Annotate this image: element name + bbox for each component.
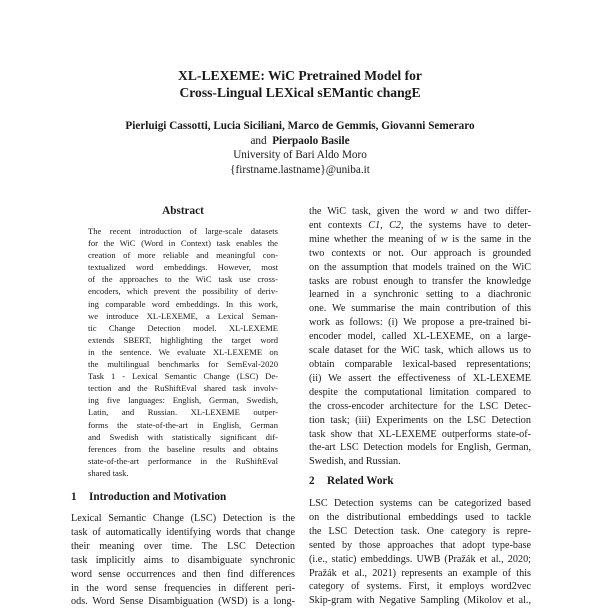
abstract-line: of the approaches to the WiC task use cross-: [88, 274, 278, 285]
text-run: is the same in the: [447, 233, 531, 245]
section-1-line: task of automatically identifying words that change: [71, 526, 295, 538]
abstract-line: ing five languages: English, German, Swedish,: [88, 395, 278, 406]
abstract-line: state-of-the-art performance in the RuShiftEval: [88, 455, 278, 466]
abstract-line: and Swedish with statistically significant dif-: [88, 431, 278, 442]
abstract-line: tic Change Detection model. XL-LEXEME: [88, 322, 278, 333]
section-1-title: Introduction and Motivation: [89, 491, 227, 503]
abstract-line: Latin, and Russian. XL-LEXEME outper-: [88, 407, 278, 418]
abstract-line: Task 1 - Lexical Semantic Change (LSC) De-: [88, 371, 278, 382]
author-email: {firstname.lastname}@uniba.it: [230, 163, 370, 176]
right-column-line: scale dataset for the WiC task, which allows us to: [309, 345, 531, 357]
right-column-line: one. We summarise the main contribution of this: [309, 303, 531, 315]
author-names-last: [0, 134, 600, 149]
abstract-line: creation of more reliable and meaningful con-: [88, 250, 278, 261]
section-1-line: word sense occurrences and then find differences: [71, 568, 295, 580]
abstract-line: textualized word embeddings. However, most: [88, 262, 278, 273]
right-column-body: [309, 205, 531, 469]
right-column-line: on the assumption that models trained on the WiC: [309, 261, 531, 273]
abstract-line: in the sentence. We evaluate XL-LEXEME on: [88, 346, 278, 357]
right-column-line: two contexts or not. Our approach is grounded: [309, 247, 531, 259]
abstract-line: the multilingual benchmarks for SemEval-2020: [88, 359, 278, 370]
right-column-line: learned in a synchronic setting to a diachronic: [309, 289, 531, 301]
right-line-2: [309, 219, 531, 233]
abstract-line: forms the state-of-the-art in English, German: [88, 419, 278, 430]
text-run: and two differ-: [457, 206, 531, 217]
section-2-title: Related Work: [327, 475, 394, 487]
section-1-line: ods. Word Sense Disambiguation (WSD) is a long-: [71, 596, 295, 608]
section-1-line: their meaning over time. The LSC Detection: [71, 540, 295, 552]
section-1-heading: [71, 490, 226, 504]
title-line-2: Cross-Lingual LEXical sEMantic changE: [179, 85, 421, 100]
right-line-3: [309, 233, 531, 247]
right-column-line: tion task; (iii) Experiments on the LSC Detection: [309, 414, 531, 426]
right-column-line: the-art LSC Detection models for English, German,: [309, 442, 531, 454]
math-c2: C2: [389, 219, 401, 231]
right-column-line: (ii) We assert the effectiveness of XL-LEXEME: [309, 372, 531, 384]
right-column-line: encoder model, called XL-LEXEME, on a large-: [309, 331, 531, 343]
section-2-number: 2: [309, 475, 315, 487]
right-column-line: tasks are robust enough to transfer the knowledge: [309, 275, 531, 287]
math-w: w: [450, 206, 458, 217]
section-2-heading: [309, 474, 394, 488]
abstract-line: tection and the RuShiftEval shared task involv-: [88, 383, 278, 394]
section-2-line: Pražák et al., 2021) represents an example of this: [309, 567, 531, 579]
section-1-body: [71, 512, 295, 609]
math-w: w: [440, 233, 448, 245]
right-line-1: [309, 205, 531, 219]
text-run: , the systems have to deter-: [400, 219, 531, 231]
abstract-line: encoders, which prevent the possibility of deriv-: [88, 286, 278, 297]
abstract-text: [88, 225, 278, 479]
last-author: Pierpaolo Basile: [272, 134, 350, 147]
text-run: ent contexts: [309, 219, 369, 231]
section-2-body: [309, 497, 531, 608]
abstract-heading: Abstract: [162, 205, 204, 217]
section-2-line: (i.e., static) embeddings. UWB (Pražák et al., 2020;: [309, 553, 531, 565]
text-run: ,: [380, 219, 390, 231]
right-column-line: task show that XL-LEXEME outperforms state-of-: [309, 428, 531, 440]
author-block: [0, 119, 600, 177]
and-word: and: [250, 134, 267, 147]
title-line-1: XL-LEXEME: WiC Pretrained Model for: [178, 68, 422, 83]
right-column-line: Swedish, and Russian.: [309, 456, 401, 468]
author-names: Pierluigi Cassotti, Lucia Siciliani, Marco de Gemmis, Giovanni Semeraro: [125, 120, 475, 132]
section-2-line: on the distributional embeddings used to tackle: [309, 511, 531, 523]
abstract-line: for the WiC (Word in Context) task enables the: [88, 238, 278, 249]
affiliation: University of Bari Aldo Moro: [233, 149, 367, 161]
text-run: the WiC task, given the word: [309, 206, 451, 217]
right-column-line: obtain comparable lexical-based representations;: [309, 358, 531, 370]
abstract-line: The recent introduction of large-scale datasets: [88, 226, 278, 236]
section-1-line: Lexical Semantic Change (LSC) Detection is the: [71, 513, 295, 524]
text-run: mine whether the meaning of: [309, 233, 441, 245]
section-1-line: task implicitly aims to disambiguate synchronic: [71, 554, 295, 566]
paper-title: [0, 67, 600, 101]
section-2-line: Skip-gram with Negative Sampling (Mikolov et al.,: [309, 595, 531, 607]
math-c1: C1: [368, 219, 381, 231]
section-2-line: LSC Detection systems can be categorized based: [309, 498, 531, 509]
section-2-line: sented by those approaches that adopt type-base: [309, 539, 531, 551]
right-column-rest: [309, 247, 531, 470]
abstract-line: ferences from the baseline results and obtains: [88, 443, 278, 454]
abstract-line: we introduce XL-LEXEME, a Lexical Seman-: [88, 310, 278, 321]
section-2-line: the LSC Detection task. One category is repre-: [309, 525, 531, 537]
abstract-line: ing comparable word embeddings. In this work,: [88, 298, 278, 309]
right-column-line: the cross-encoder architecture for the LSC Detec-: [309, 400, 531, 412]
section-1-number: 1: [71, 491, 77, 503]
section-1-line: in the word sense frequencies in different peri-: [71, 582, 295, 594]
section-2-line: category of systems. First, it employs word2vec: [309, 581, 531, 593]
right-column-line: work as follows: (i) We propose a pre-trained bi-: [309, 317, 531, 329]
abstract-line: extends SBERT, highlighting the target word: [88, 334, 278, 345]
abstract-line: shared task.: [88, 467, 129, 478]
right-column-line: despite the computational limitation compared to: [309, 386, 531, 398]
